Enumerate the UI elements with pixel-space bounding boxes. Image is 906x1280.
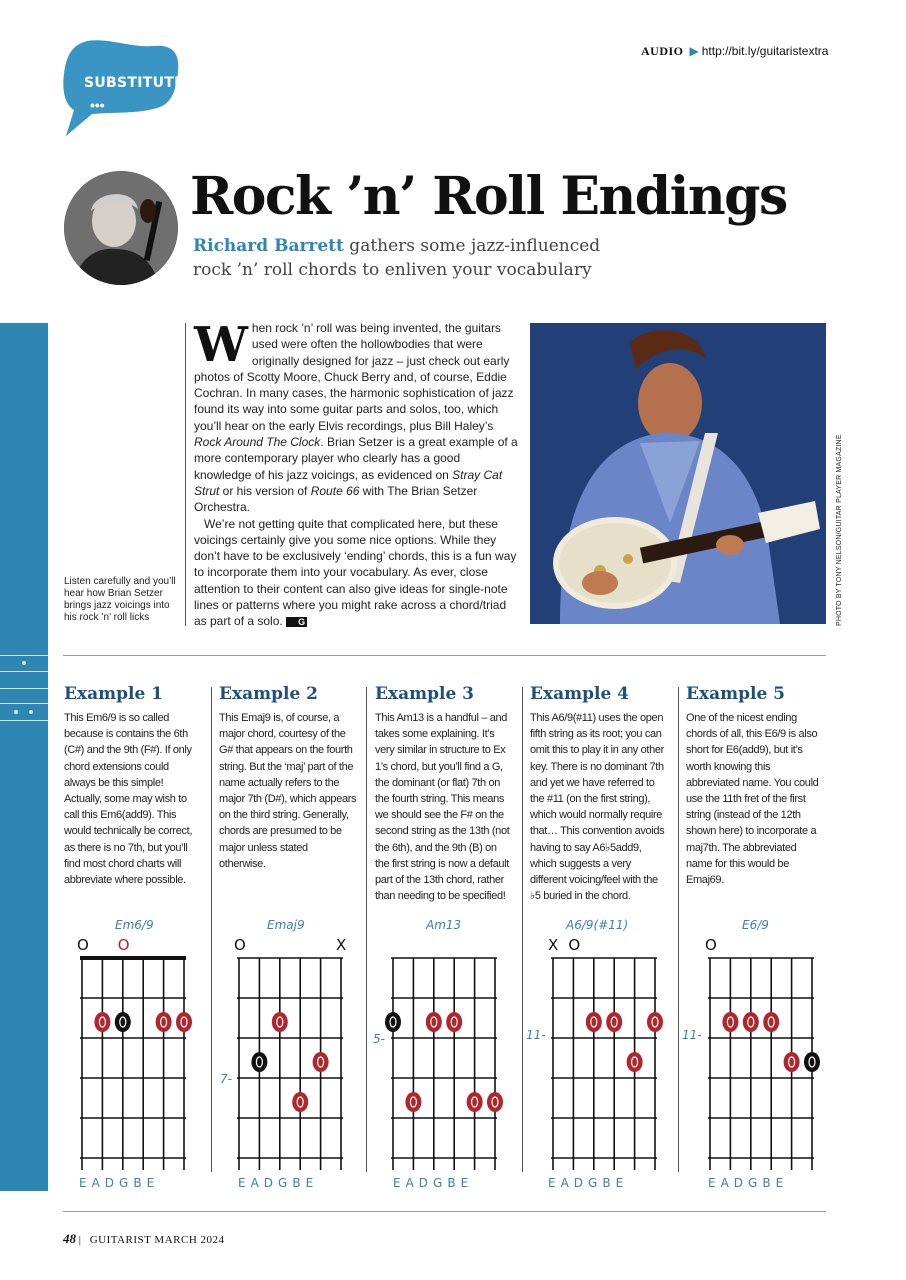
paragraph-1: When rock ’n’ roll was being invented, the guitars used were often the hollowbodies that were originally designed for jazz – just check out early photos of Scotty Moore, Chuck Berry and, of course, Eddie Cochran. In many cases, the harmonic sophistication of jazz found its way into some guitar parts and solos, too, which you’ll hear on the early Elvis recordings, plus Bill Haley’s Rock Around The Clock. Brian Setzer is a great example of a more contemporary player who clearly has a good knowledge of his jazz voicings, as evidenced on Stray Cat Strut or his version of Route 66 with The Brian Setzer Orchestra. — [194, 317, 518, 515]
audio-url[interactable]: http://bit.ly/guitaristextra — [701, 44, 829, 58]
chord-name: Em6/9 — [115, 918, 154, 932]
string-names: EADGBE — [238, 1176, 319, 1190]
finger-dot — [606, 1012, 622, 1032]
muted-string-marker: X — [336, 936, 347, 954]
finger-dot — [467, 1092, 483, 1112]
section-badge: SUBSTITUTE — [84, 75, 184, 91]
chord-name: A6/9(#11) — [566, 918, 629, 932]
open-string-marker: O — [568, 936, 581, 954]
string-names: EADGBE — [393, 1176, 474, 1190]
finger-dot — [784, 1052, 800, 1072]
chord-name: Emaj9 — [267, 918, 305, 932]
page-footer: 48 | GUITARIST MARCH 2024 — [63, 1231, 225, 1246]
paragraph-2: We’re not getting quite that complicated here, but these voicings certainly give you some nice options. While they don’t have to be exclusively ‘ending’ chords, this is a fun way to incorporate them into your vocabulary. As ever, close attention to their content can also give ideas for single-note lines or patterns where you might rake across a chord/triad as part of a solo. G — [194, 516, 517, 629]
finger-dot — [804, 1052, 820, 1072]
magazine-issue: GUITARIST MARCH 2024 — [89, 1234, 225, 1246]
string-names: EADGBE — [548, 1176, 629, 1190]
finger-dot — [251, 1052, 267, 1072]
finger-dot — [426, 1012, 442, 1032]
finger-dot — [94, 1012, 110, 1032]
finger-dot — [115, 1012, 131, 1032]
finger-dot — [176, 1012, 192, 1032]
open-string-marker: O — [77, 936, 89, 954]
photo-credit: PHOTO BY TONY NELSON/GUITAR PLAYER MAGAZINE — [836, 434, 843, 626]
standfirst-line-1: Richard Barrett gathers some jazz-influenced — [193, 236, 601, 256]
example-5-text: One of the nicest ending chords of all, this E6/9 is also short for E6(add9), but it’s worth knowing this abbreviated name. You could use the 11th fret of the first string (instead of the 12th shown here) to incorporate a maj7th. The abbreviated name for this would be Emaj69. — [686, 712, 819, 887]
example-2-text: This Emaj9 is, of course, a major chord, courtesy of the G# that appears on the fourth string. But the ‘maj’ part of the name actually refers to the major 7th (D#), which appears on the third string. Generally, chords are presumed to be major unless stated otherwise. — [219, 712, 357, 870]
photo-caption: Listen carefully and you’ll hear how Brian Setzer brings jazz voicings into his rock ’n’ roll licks — [64, 576, 176, 623]
open-string-marker: O — [705, 936, 717, 954]
finger-dot — [722, 1012, 738, 1032]
play-arrow-icon: ▶ — [689, 44, 699, 58]
finger-dot — [156, 1012, 172, 1032]
string-names: EADGBE — [79, 1176, 160, 1190]
chord-name: E6/9 — [742, 918, 769, 932]
finger-dot — [446, 1012, 462, 1032]
open-string-marker: O — [117, 936, 130, 954]
finger-dot — [647, 1012, 663, 1032]
finger-dot — [292, 1092, 308, 1112]
standfirst-line-2: rock ’n’ roll chords to enliven your vocabulary — [193, 260, 592, 280]
badge-dots: ••• — [90, 97, 105, 113]
example-4-text: This A6/9(#11) uses the open fifth string as its root; you can omit this to play it in any other key. There is no dominant 7th and yet we have referred to the #11 (on the first string), which would normally require that… This convention avoids having to say A6♭5add9, which suggests a very different voicing/feel with the ♭5 buried in the chord. — [530, 712, 665, 903]
drop-cap: W — [194, 317, 248, 373]
finger-dot — [763, 1012, 779, 1032]
audio-label: AUDIO — [641, 44, 684, 58]
example-5-heading: Example 5 — [686, 684, 786, 704]
example-2-heading: Example 2 — [219, 684, 319, 704]
example-3-text: This Am13 is a handful – and takes some explaining. It’s very similar in structure to Ex 1’s chord, but you’ll find a G, the dominant (or flat) 7th on the fourth string. This means we should see the F# on the second string as the 13th (not the 6th), and the 9th (B) on the first string is now a default part of the 13th chord, rather than needing to be specified! — [375, 712, 510, 903]
finger-dot — [487, 1092, 503, 1112]
finger-dot — [385, 1012, 401, 1032]
open-string-marker: O — [234, 936, 246, 954]
fret-position: 7- — [220, 1072, 232, 1086]
page-title: Rock ’n’ Roll Endings — [190, 166, 787, 227]
finger-dot — [743, 1012, 759, 1032]
page-number: 48 — [63, 1231, 76, 1246]
chord-name: Am13 — [426, 918, 462, 932]
fret-position: 11- — [682, 1028, 702, 1042]
finger-dot — [405, 1092, 421, 1112]
muted-string-marker: X — [548, 936, 559, 954]
string-names: EADGBE — [708, 1176, 789, 1190]
example-4-heading: Example 4 — [530, 684, 630, 704]
finger-dot — [313, 1052, 329, 1072]
example-1-text: This Em6/9 is so called because is contains the 6th (C#) and the 9th (F#). If only chord extensions could always be this simple! Actually, some may wish to call this Em6(add9). This would technically be correct, as there is no 7th, but you’ll find most chord charts will abbreviate where possible. — [64, 712, 193, 887]
fret-position: 5- — [373, 1032, 385, 1046]
example-3-heading: Example 3 — [375, 684, 475, 704]
end-mark-icon: G — [286, 617, 307, 627]
author-name: Richard Barrett — [193, 236, 344, 256]
fret-position: 11- — [526, 1028, 546, 1042]
finger-dot — [272, 1012, 288, 1032]
finger-dot — [586, 1012, 602, 1032]
example-1-heading: Example 1 — [64, 684, 164, 704]
finger-dot — [627, 1052, 643, 1072]
